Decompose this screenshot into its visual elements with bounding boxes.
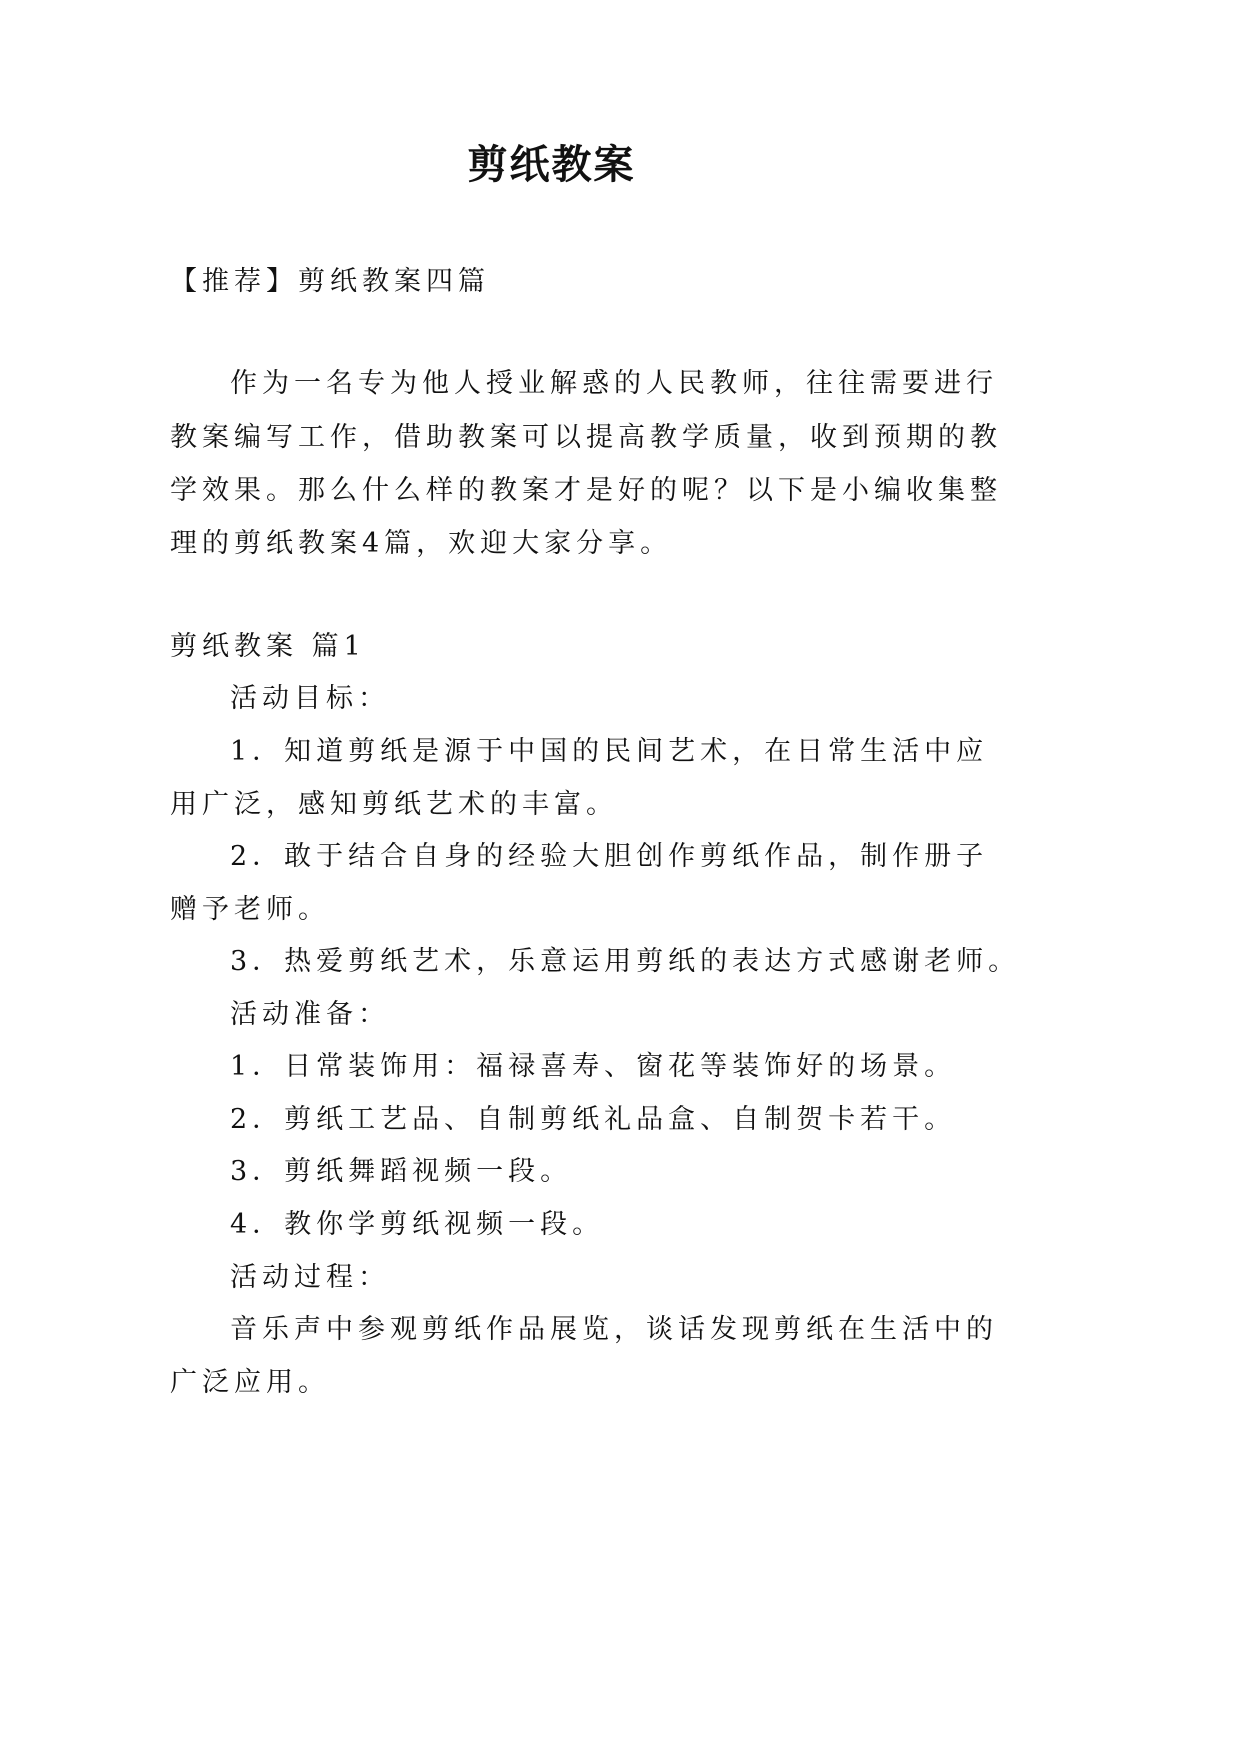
intro-line: 作为一名专为他人授业解惑的人民教师，往往需要进行 — [230, 368, 998, 399]
intro-line: 教案编写工作，借助教案可以提高教学质量，收到预期的教 — [170, 422, 1002, 453]
goal-item: 2．敢于结合自身的经验大胆创作剪纸作品，制作册子 — [230, 841, 989, 872]
intro-line: 学效果。那么什么样的教案才是好的呢？以下是小编收集整 — [170, 475, 1002, 506]
goal-item: 1．知道剪纸是源于中国的民间艺术，在日常生活中应 — [230, 736, 989, 767]
document-title: 剪纸教案 — [467, 141, 636, 188]
prep-label: 活动准备： — [230, 999, 390, 1030]
goals-label: 活动目标： — [230, 683, 390, 714]
goal-item: 赠予老师。 — [170, 894, 330, 925]
prep-item: 2．剪纸工艺品、自制剪纸礼品盒、自制贺卡若干。 — [230, 1104, 957, 1135]
intro-line: 理的剪纸教案4篇，欢迎大家分享。 — [170, 528, 673, 559]
prep-item: 3．剪纸舞蹈视频一段。 — [230, 1156, 573, 1187]
document-subtitle: 【推荐】剪纸教案四篇 — [170, 266, 490, 297]
process-label: 活动过程： — [230, 1262, 390, 1293]
section-heading: 剪纸教案 篇1 — [170, 631, 366, 662]
goal-item: 用广泛，感知剪纸艺术的丰富。 — [170, 789, 618, 820]
prep-item: 1．日常装饰用：福禄喜寿、窗花等装饰好的场景。 — [230, 1051, 957, 1082]
goal-item: 3．热爱剪纸艺术，乐意运用剪纸的表达方式感谢老师。 — [230, 946, 1021, 977]
prep-item: 4．教你学剪纸视频一段。 — [230, 1209, 605, 1240]
process-text: 音乐声中参观剪纸作品展览，谈话发现剪纸在生活中的 — [230, 1314, 998, 1345]
process-text: 广泛应用。 — [170, 1367, 330, 1398]
